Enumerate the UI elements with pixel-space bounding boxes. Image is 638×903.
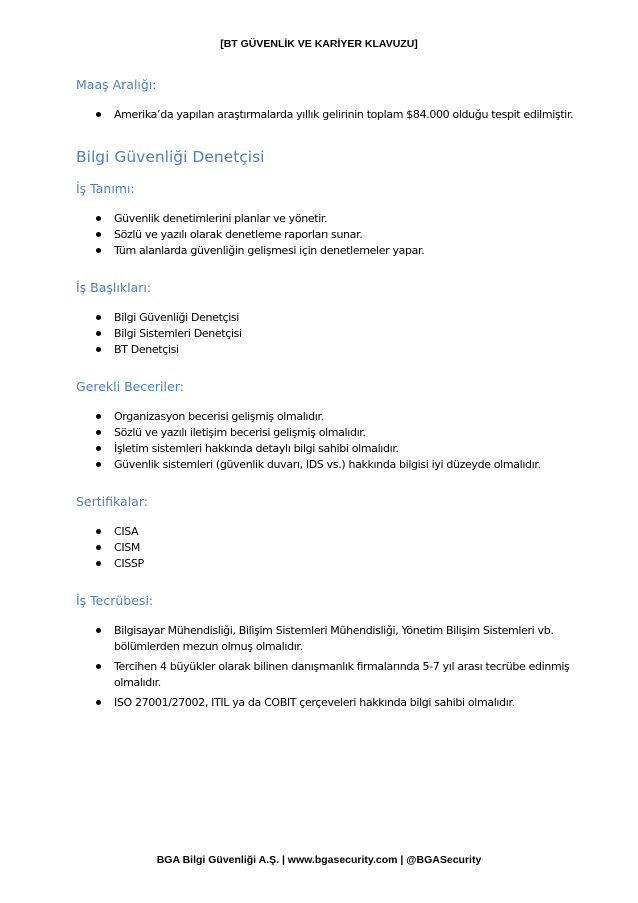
salary-heading: Maaş Aralığı: <box>76 77 157 92</box>
skills-list <box>76 409 576 473</box>
list-item: Sözlü ve yazılı iletişim becerisi gelişmiş olmalıdır. <box>76 425 576 441</box>
list-item: Bilgi Güvenliği Denetçisi <box>76 310 576 326</box>
bullet-icon <box>96 232 101 237</box>
bullet-icon <box>96 561 101 566</box>
list-item: CISSP <box>76 556 576 572</box>
list-item: Bilgisayar Mühendisliği, Bilişim Sistemleri Mühendisliği, Yönetim Bilişim Sistemleri vb. bölümlerden mezun olmuş olmalıdır. <box>76 623 576 655</box>
list-item: Güvenlik sistemleri (güvenlik duvarı, IDS vs.) hakkında bilgisi iyi düzeyde olmalıdır. <box>76 457 576 473</box>
bullet-icon <box>96 414 101 419</box>
experience-heading: İş Tecrübesi: <box>76 593 154 608</box>
bullet-icon <box>96 347 101 352</box>
list-item: Tüm alanlarda güvenliğin gelişmesi için denetlemeler yapar. <box>76 243 576 259</box>
bullet-icon <box>96 700 101 705</box>
bullet-icon <box>96 248 101 253</box>
list-item: CISA <box>76 524 576 540</box>
list-item: Tercihen 4 büyükler olarak bilinen danışmanlık firmalarında 5-7 yıl arası tecrübe edinmiş olmalıdır. <box>76 659 576 691</box>
bullet-icon <box>96 664 101 669</box>
list-item: CISM <box>76 540 576 556</box>
bullet-icon <box>96 446 101 451</box>
role-title: Bilgi Güvenliği Denetçisi <box>76 148 265 166</box>
job-titles-list <box>76 310 576 358</box>
certifications-list <box>76 524 576 572</box>
certifications-heading: Sertifikalar: <box>76 494 148 509</box>
list-item: BT Denetçisi <box>76 342 576 358</box>
bullet-icon <box>96 112 101 117</box>
list-item: İşletim sistemleri hakkında detaylı bilgi sahibi olmalıdır. <box>76 441 576 457</box>
bullet-icon <box>96 331 101 336</box>
job-description-list <box>76 211 576 259</box>
bullet-icon <box>96 430 101 435</box>
bullet-icon <box>96 216 101 221</box>
bullet-icon <box>96 628 101 633</box>
skills-heading: Gerekli Beceriler: <box>76 379 184 394</box>
page-footer: BGA Bilgi Güvenliği A.Ş. | www.bgasecurity.com | @BGASecurity <box>156 854 482 866</box>
bullet-icon <box>96 462 101 467</box>
salary-list <box>76 107 576 123</box>
bullet-icon <box>96 529 101 534</box>
document-body <box>76 76 576 711</box>
bullet-icon <box>96 545 101 550</box>
list-item: Sözlü ve yazılı olarak denetleme raporları sunar. <box>76 227 576 243</box>
job-description-heading: İş Tanımı: <box>76 181 135 196</box>
list-item: Güvenlik denetimlerini planlar ve yönetir. <box>76 211 576 227</box>
list-item: ISO 27001/27002, ITIL ya da COBIT çerçeveleri hakkında bilgi sahibi olmalıdır. <box>76 695 576 711</box>
page-header: [BT GÜVENLİK VE KARİYER KLAVUZU] <box>220 38 418 50</box>
bullet-icon <box>96 315 101 320</box>
list-item: Bilgi Sistemleri Denetçisi <box>76 326 576 342</box>
list-item: Amerika’da yapılan araştırmalarda yıllık gelirinin toplam $84.000 olduğu tespit edilmiştir. <box>76 107 576 123</box>
experience-list <box>76 623 576 711</box>
job-titles-heading: İş Başlıkları: <box>76 280 152 295</box>
list-item: Organizasyon becerisi gelişmiş olmalıdır. <box>76 409 576 425</box>
